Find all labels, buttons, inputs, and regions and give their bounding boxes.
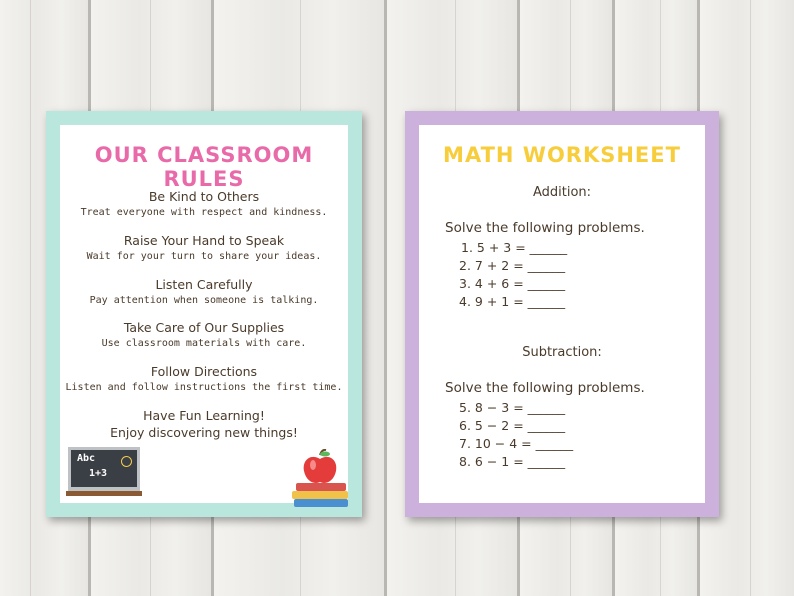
problem-item: 1. 5 + 3 = ______ — [461, 240, 568, 255]
books-icon — [296, 483, 346, 491]
subtraction-instruction: Solve the following problems. — [445, 380, 645, 396]
chalkboard-text: 1+3 — [89, 468, 108, 479]
rule-heading: Listen Carefully — [155, 277, 253, 292]
rule-item — [60, 408, 348, 440]
book — [292, 491, 348, 499]
problem-item: 4. 9 + 1 = ______ — [459, 294, 566, 309]
problem-item: 5. 8 − 3 = ______ — [459, 400, 566, 415]
rule-heading: Have Fun Learning! — [143, 408, 265, 423]
math-worksheet-title: MATH WORKSHEET — [443, 143, 681, 167]
rule-item — [60, 364, 348, 393]
rule-description: Use classroom materials with care. — [101, 338, 307, 349]
problem-item: 2. 7 + 2 = ______ — [459, 258, 566, 273]
math-poster-page — [419, 125, 705, 503]
rule-heading: Follow Directions — [150, 364, 258, 379]
rule-description: Treat everyone with respect and kindness. — [80, 207, 328, 218]
rules-poster-page — [60, 125, 348, 503]
problem-item: 7. 10 − 4 = ______ — [459, 436, 574, 451]
math-worksheet-poster — [405, 111, 719, 517]
addition-instruction: Solve the following problems. — [445, 220, 645, 236]
rule-description: Pay attention when someone is talking. — [89, 295, 319, 306]
rule-description: Listen and follow instructions the first time. — [65, 382, 343, 393]
chalkboard-text: Abc — [77, 453, 96, 464]
classroom-rules-poster — [46, 111, 362, 517]
sun-icon — [121, 456, 132, 467]
rule-item — [60, 233, 348, 262]
rules-poster-title: OUR CLASSROOM RULES — [94, 143, 314, 191]
rule-item — [60, 189, 348, 218]
book — [294, 499, 348, 507]
problem-item: 3. 4 + 6 = ______ — [459, 276, 566, 291]
chalkboard-ledge — [66, 491, 142, 496]
addition-heading: Addition: — [532, 185, 592, 200]
rule-heading: Be Kind to Others — [148, 189, 260, 204]
rule-description: Enjoy discovering new things! — [110, 425, 298, 440]
problem-item: 8. 6 − 1 = ______ — [459, 454, 566, 469]
problem-item: 6. 5 − 2 = ______ — [459, 418, 566, 433]
rule-description: Wait for your turn to share your ideas. — [86, 251, 322, 262]
rule-heading: Raise Your Hand to Speak — [123, 233, 285, 248]
rule-heading: Take Care of Our Supplies — [123, 320, 285, 335]
chalkboard-icon — [68, 447, 140, 491]
rule-item — [60, 320, 348, 349]
rule-item — [60, 277, 348, 306]
subtraction-heading: Subtraction: — [522, 345, 602, 360]
